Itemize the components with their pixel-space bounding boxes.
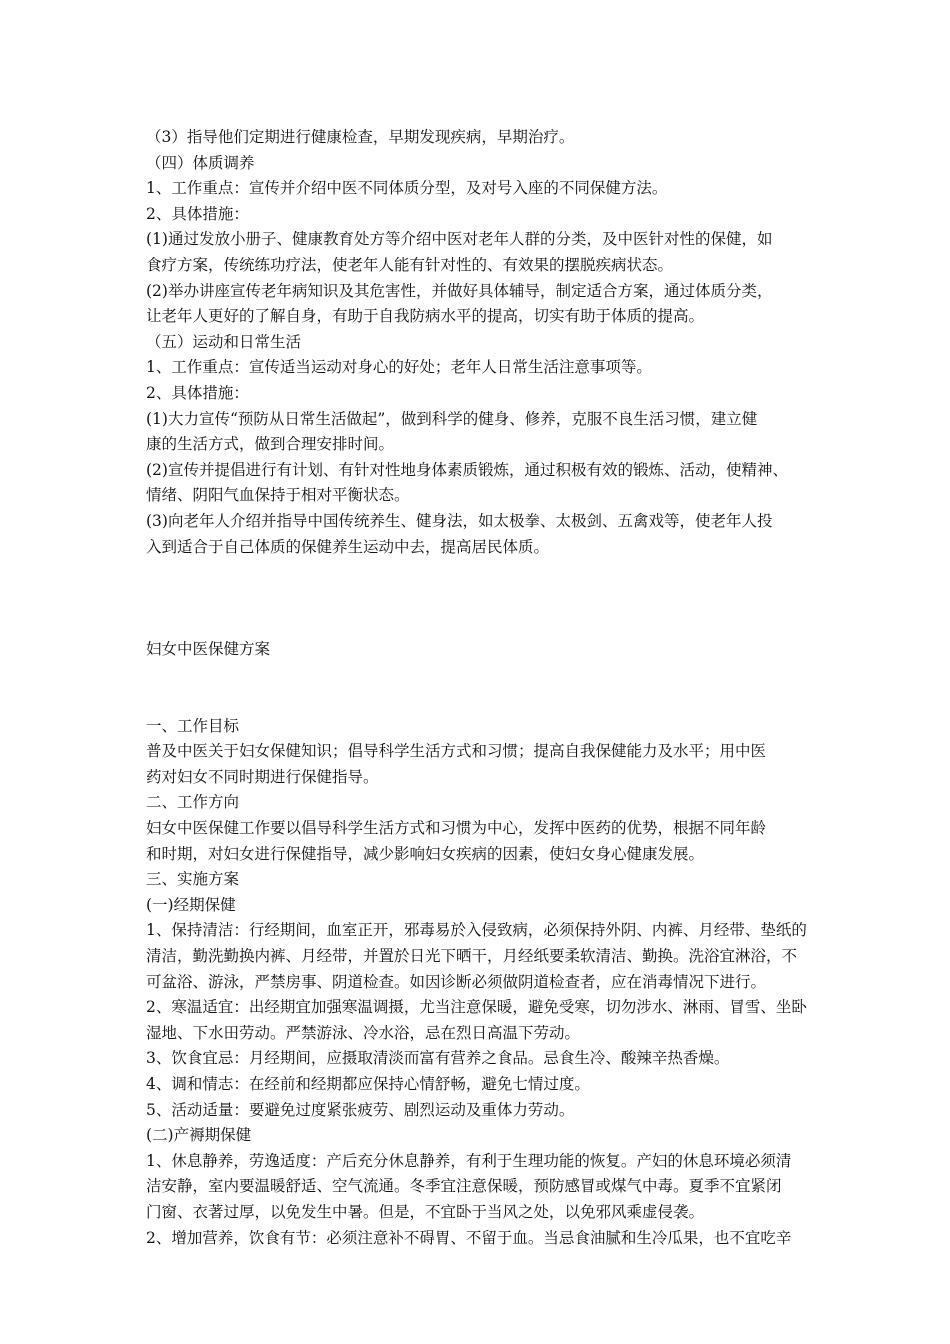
text-line: 普及中医关于妇女保健知识；倡导科学生活方式和习惯；提高自我保健能力及水平；用中医 [146, 742, 767, 761]
text-line: (1)通过发放小册子、健康教育处方等介绍中医对老年人群的分类，及中医针对性的保健，如 [146, 230, 773, 249]
text-line: 三、实施方案 [146, 870, 240, 889]
text-line: 4、调和情志：在经前和经期都应保持心情舒畅，避免七情过度。 [146, 1075, 590, 1093]
text-line: 康的生活方式，做到合理安排时间。 [146, 435, 395, 454]
text-line: 1、工作重点：宣传适当运动对身心的好处；老年人日常生活注意事项等。 [146, 358, 652, 377]
text-line: 入到适合于自己体质的保健养生运动中去，提高居民体质。 [146, 537, 550, 556]
text-line: 2、具体措施： [146, 383, 249, 402]
text-line: 洁安静，室内要温暖舒适、空气流通。冬季宜注意保暖，预防感冒或煤气中毒。夏季不宜紧闭 [146, 1177, 782, 1196]
text-line: (二)产褥期保健 [146, 1126, 252, 1145]
text-line: 可盆浴、游泳，严禁房事、阴道检查。如因诊断必须做阴道检查者，应在消毒情况下进行。 [146, 972, 767, 991]
text-line: 2、具体措施： [146, 204, 249, 223]
text-line: 食疗方案，传统练功疗法，使老年人能有针对性的、有效果的摆脱疾病状态。 [146, 255, 674, 274]
text-line: 1、休息静养，劳逸适度：产后充分休息静养，有利于生理功能的恢复。产妇的休息环境必须清 [146, 1151, 792, 1170]
text-line: 妇女中医保健工作要以倡导科学生活方式和习惯为中心，发挥中医药的优势，根据不同年龄 [146, 819, 767, 838]
text-line: 门窗、衣著过厚，以免发生中暑。但是，不宜卧于当风之处，以免邪风乘虚侵袭。 [146, 1202, 705, 1221]
spacer [146, 663, 826, 714]
text-line: 让老年人更好的了解自身，有助于自我防病水平的提高，切实有助于体质的提高。 [146, 307, 705, 326]
text-line: 药对妇女不同时期进行保健指导。 [146, 767, 379, 786]
text-line: （3）指导他们定期进行健康检查，早期发现疾病，早期治疗。 [146, 128, 575, 146]
document-page [146, 125, 826, 1251]
text-line: 湿地、下水田劳动。严禁游泳、冷水浴，忌在烈日高温下劳动。 [146, 1023, 581, 1042]
text-line: （五）运动和日常生活 [146, 332, 302, 351]
section-elderly-health-measures [146, 125, 826, 560]
text-line: (一)经期保健 [146, 895, 236, 914]
spacer [146, 560, 826, 637]
text-line: 二、工作方向 [146, 793, 240, 812]
section-women-health-plan [146, 714, 826, 1251]
text-line: 2、增加营养，饮食有节：必须注意补不碍胃、不留于血。当忌食油腻和生冷瓜果，也不宜吃辛 [146, 1228, 792, 1247]
text-line: 清洁，勤洗勤换内裤、月经带，并置於日光下晒干，月经纸要柔软清洁、勤换。洗浴宜淋浴，不 [146, 947, 798, 966]
text-line: 和时期，对妇女进行保健指导，减少影响妇女疾病的因素，使妇女身心健康发展。 [146, 844, 705, 863]
text-line: 1、保持清洁：行经期间，血室正开，邪毒易於入侵致病，必须保持外阴、内裤、月经带、垫纸的 [146, 921, 807, 940]
text-line: 情绪、阴阳气血保持于相对平衡状态。 [146, 486, 410, 505]
text-line: 1、工作重点：宣传并介绍中医不同体质分型，及对号入座的不同保健方法。 [146, 179, 668, 198]
text-line: 2、寒温适宜：出经期宜加强寒温调摄，尤当注意保暖，避免受寒，切勿涉水、淋雨、冒雪、坐卧 [146, 998, 807, 1017]
text-line: (2)举办讲座宣传老年病知识及其危害性，并做好具体辅导，制定适合方案，通过体质分类， [146, 281, 773, 300]
document-title: 妇女中医保健方案 [146, 640, 271, 659]
text-line: 5、活动适量：要避免过度紧张疲劳、剧烈运动及重体力劳动。 [146, 1100, 575, 1119]
text-line: 一、工作目标 [146, 716, 240, 735]
text-line: （四）体质调养 [146, 153, 255, 172]
text-line: (1)大力宣传“预防从日常生活做起”，做到科学的健身、修养，克服不良生活习惯，建立健 [146, 409, 758, 428]
text-line: (3)向老年人介绍并指导中国传统养生、健身法，如太极拳、太极剑、五禽戏等，使老年人投 [146, 511, 773, 530]
text-line: (2)宣传并提倡进行有计划、有针对性地身体素质锻炼，通过积极有效的锻炼、活动，使精神、 [146, 460, 788, 479]
text-line: 3、饮食宜忌：月经期间，应摄取清淡而富有营养之食品。忌食生冷、酸辣辛热香燥。 [146, 1049, 730, 1068]
